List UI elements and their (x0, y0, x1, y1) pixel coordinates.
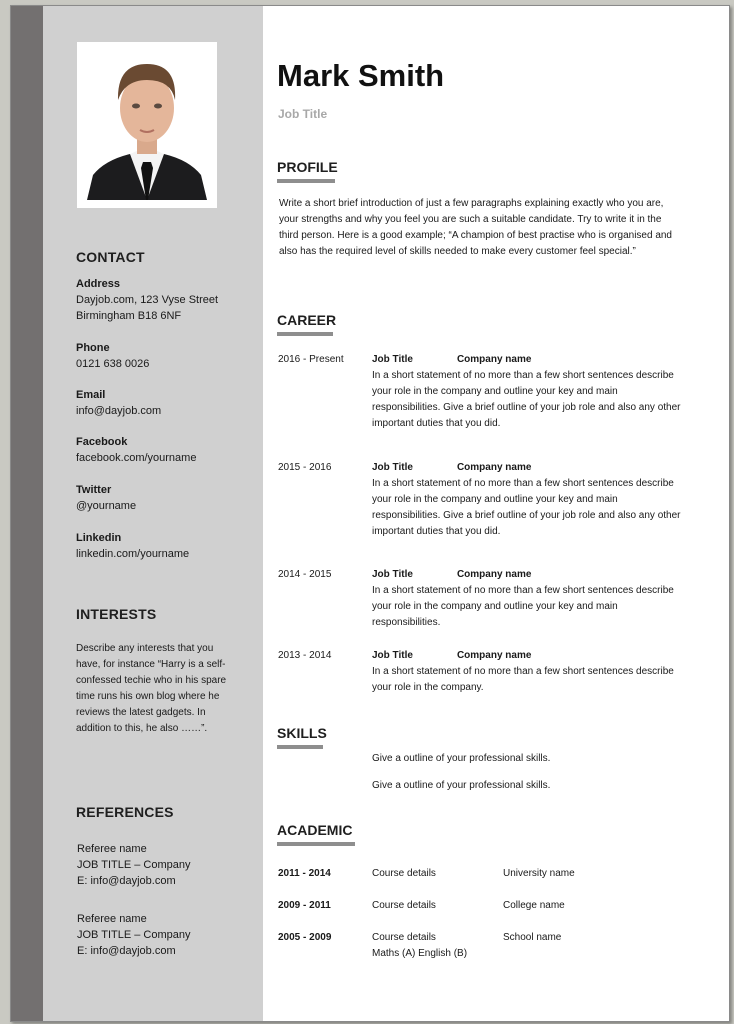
email-value: info@dayjob.com (76, 405, 162, 417)
career-underline (277, 332, 333, 336)
interests-heading: INTERESTS (76, 606, 157, 622)
twitter-value: @yourname (76, 500, 137, 512)
career-company: Company name (456, 650, 532, 661)
career-dates: 2016 - Present (278, 354, 344, 365)
academic-dates: 2011 - 2014 (278, 868, 331, 879)
referee-name: Referee name (77, 843, 147, 855)
academic-course: Course details (372, 900, 436, 911)
career-description: In a short statement of no more than a few short sentences describe your role in the company and outline your key and main responsibilities. (372, 585, 674, 628)
profile-photo-image (85, 50, 209, 200)
cv-page (10, 5, 730, 1022)
email-block (76, 387, 161, 419)
referee-title: JOB TITLE – Company (77, 929, 191, 941)
address-block (76, 276, 218, 324)
career-job-title: Job Title (372, 462, 413, 473)
references-heading: REFERENCES (76, 804, 174, 820)
academic-institution: College name (503, 900, 565, 911)
skill-item: Give a outline of your professional skills. (372, 753, 551, 764)
phone-value: 0121 638 0026 (76, 358, 150, 370)
career-description: In a short statement of no more than a few short sentences describe your role in the company and outline your key and main responsibilities. Give a brief outline of your job role and also any other important duties that you did. (372, 478, 681, 537)
address-label: Address (76, 278, 121, 290)
referee-email: E: info@dayjob.com (77, 875, 176, 887)
academic-institution: School name (503, 932, 562, 943)
phone-label: Phone (76, 342, 110, 354)
profile-underline (277, 179, 335, 183)
skills-underline (277, 745, 323, 749)
reference-item (77, 841, 191, 889)
linkedin-value: linkedin.com/yourname (76, 548, 190, 560)
career-dates: 2014 - 2015 (278, 569, 332, 580)
referee-name: Referee name (77, 913, 147, 925)
career-job-title: Job Title (372, 650, 413, 661)
main-content (263, 6, 730, 1021)
academic-course: Course details (372, 868, 436, 879)
academic-grades: Maths (A) English (B) (372, 948, 468, 959)
reference-item (77, 911, 191, 959)
career-company: Company name (456, 354, 532, 365)
facebook-label: Facebook (76, 436, 128, 448)
academic-dates: 2009 - 2011 (278, 900, 331, 911)
academic-course: Course details (372, 932, 436, 943)
phone-block (76, 340, 149, 372)
career-description: In a short statement of no more than a few short sentences describe your role in the company. (372, 666, 674, 693)
address-line-2: Birmingham B18 6NF (76, 310, 182, 322)
referee-title: JOB TITLE – Company (77, 859, 191, 871)
academic-dates: 2005 - 2009 (278, 932, 332, 943)
skill-item: Give a outline of your professional skills. (372, 780, 551, 791)
email-label: Email (76, 389, 106, 401)
academic-heading: ACADEMIC (277, 822, 353, 838)
career-dates: 2013 - 2014 (278, 650, 332, 661)
contact-heading: CONTACT (76, 249, 145, 265)
career-job-title: Job Title (372, 354, 413, 365)
career-description: In a short statement of no more than a few short sentences describe your role in the company and outline your key and main responsibilities. Give a brief outline of your job role and also any other important duties that you did. (372, 370, 681, 429)
twitter-block (76, 482, 136, 514)
candidate-name: Mark Smith (277, 58, 445, 93)
left-accent-stripe (11, 6, 43, 1021)
academic-institution: University name (503, 868, 575, 879)
career-job-title: Job Title (372, 569, 413, 580)
twitter-label: Twitter (76, 484, 112, 496)
linkedin-block (76, 530, 189, 562)
career-company: Company name (456, 462, 532, 473)
address-line-1: Dayjob.com, 123 Vyse Street (76, 294, 219, 306)
academic-underline (277, 842, 355, 846)
career-heading: CAREER (277, 312, 337, 328)
facebook-block (76, 434, 196, 466)
facebook-value: facebook.com/yourname (76, 452, 197, 464)
referee-email: E: info@dayjob.com (77, 945, 176, 957)
profile-photo (77, 42, 217, 208)
sidebar (43, 6, 263, 1021)
skills-heading: SKILLS (277, 725, 327, 741)
interests-text: Describe any interests that you have, for instance “Harry is a self-confessed techie who in his spare time runs his own blog where he reviews the latest gadgets. In addition to this, he also ……”. (76, 643, 227, 734)
profile-text: Write a short brief introduction of just a few paragraphs explaining exactly who you are, your strengths and why you feel you are such a suitable candidate. Try to write it in the third person. Here is a good example; “A champion of best practise who is organised and also has the required level of skills needed to make every customer feel special.” (279, 198, 672, 257)
linkedin-label: Linkedin (76, 532, 122, 544)
career-company: Company name (456, 569, 532, 580)
candidate-job-title: Job Title (278, 107, 328, 121)
profile-heading: PROFILE (277, 159, 338, 175)
career-dates: 2015 - 2016 (278, 462, 332, 473)
